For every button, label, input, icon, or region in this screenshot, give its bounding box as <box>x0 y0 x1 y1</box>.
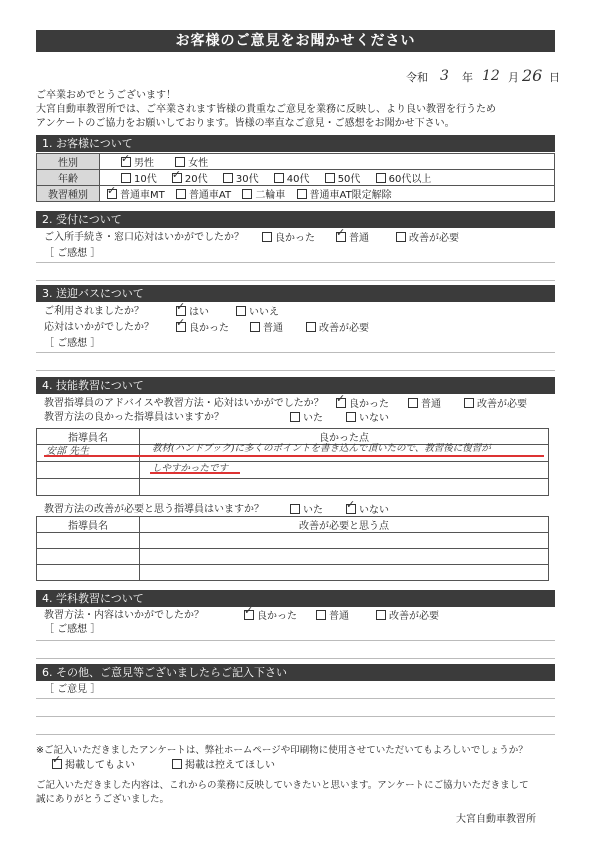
intro-line-2: 大宮自動車教習所では、ご卒業されます皆様の貴重なご意見を業務に反映し、より良い教習を行うため <box>36 104 496 115</box>
date-year-value[interactable]: 3 <box>440 68 449 84</box>
bad-name-cell-1[interactable] <box>37 533 140 549</box>
course-motorcycle[interactable]: 二輪車 <box>242 190 285 201</box>
good-instructor-table <box>36 428 549 496</box>
bad-points-cell-3[interactable] <box>140 565 549 581</box>
section1-header: 1. お客様について <box>36 135 555 152</box>
page-title: お客様のご意見をお聞かせください <box>36 30 555 52</box>
course-at[interactable]: 普通車AT <box>176 190 231 201</box>
bus-usage-no[interactable]: いいえ <box>236 306 279 319</box>
course-at-limit-release[interactable]: 普通車AT限定解除 <box>297 190 392 201</box>
good-points-cell-3[interactable] <box>140 479 549 496</box>
other-comment-label: ［ ご意見 ］ <box>44 684 101 695</box>
bad-col-name-header: 指導員名 <box>37 517 140 533</box>
consent-decline[interactable]: 掲載は控えてほしい <box>172 759 275 772</box>
classroom-comment-label: ［ ご感想 ］ <box>44 624 101 635</box>
good-points-text-2[interactable]: しやすかったです <box>152 463 229 474</box>
date-year-label: 年 <box>462 71 473 84</box>
reception-question: ご入所手続き・窓口応対はいかがでしたか？ <box>44 232 244 243</box>
other-comment-line-1[interactable] <box>36 698 555 699</box>
age-40s[interactable]: 40代 <box>274 174 310 185</box>
bad-instructor-yes[interactable]: いた <box>290 504 323 517</box>
age-50s[interactable]: 50代 <box>325 174 361 185</box>
practical-needs-improvement[interactable]: 改善が必要 <box>464 398 527 411</box>
section3-header: 3. 送迎バスについて <box>36 285 555 302</box>
date-era: 令和 <box>406 71 428 84</box>
good-instructor-name-cell-3[interactable] <box>37 479 140 496</box>
course-options <box>100 186 555 202</box>
age-20s[interactable]: ✓ 20代 <box>172 174 208 185</box>
age-30s[interactable]: 30代 <box>223 174 259 185</box>
bus-comment-line-1[interactable] <box>36 352 555 353</box>
good-instructor-question: 教習方法の良かった指導員はいますか？ <box>44 412 224 423</box>
age-60s-plus[interactable]: 60代以上 <box>376 174 432 185</box>
date-day-value[interactable]: 26 <box>522 66 543 85</box>
gender-label: 性別 <box>37 154 100 170</box>
bus-comment-label: ［ ご感想 ］ <box>44 338 101 349</box>
bad-instructor-no[interactable]: ✓ いない <box>346 504 389 517</box>
bus-service-needs-improvement[interactable]: 改善が必要 <box>306 322 369 335</box>
age-options <box>100 170 555 186</box>
good-points-text-1[interactable]: 教材(ハンドブック)に多くのポイントを書き込んで頂いたので、教習後に復習が <box>152 443 491 454</box>
practical-normal[interactable]: 普通 <box>408 398 441 411</box>
good-instructor-no[interactable]: いない <box>346 412 389 425</box>
date-month-label: 月 <box>508 71 519 84</box>
date-month-value[interactable]: 12 <box>482 68 500 84</box>
bad-name-cell-3[interactable] <box>37 565 140 581</box>
course-label: 教習種別 <box>37 186 100 202</box>
signature: 大宮自動車教習所 <box>456 814 536 825</box>
classroom-comment-line-1[interactable] <box>36 640 555 641</box>
bus-comment-line-2[interactable] <box>36 370 555 371</box>
bus-service-question: 応対はいかがでしたか？ <box>44 322 154 333</box>
course-mt[interactable]: ✓ 普通車MT <box>107 190 165 201</box>
section5-header: 4. 学科教習について <box>36 590 555 607</box>
closing-line-2: 誠にありがとうございました。 <box>36 794 170 805</box>
reception-good[interactable]: 良かった <box>262 232 315 245</box>
practical-good[interactable]: ✓ 良かった <box>336 398 389 411</box>
classroom-good[interactable]: ✓ 良かった <box>244 610 297 623</box>
age-10s[interactable]: 10代 <box>121 174 157 185</box>
bad-points-cell-2[interactable] <box>140 549 549 565</box>
section4-header: 4. 技能教習について <box>36 377 555 394</box>
consent-allow[interactable]: ✓掲載してもよい <box>52 759 135 772</box>
age-label: 年齢 <box>37 170 100 186</box>
good-col-name-header: 指導員名 <box>37 429 140 445</box>
bad-instructor-question: 教習方法の改善が必要と思う指導員はいますか？ <box>44 504 264 515</box>
bus-usage-yes[interactable]: ✓ はい <box>176 306 209 319</box>
reception-comment-line-2[interactable] <box>36 280 555 281</box>
reception-comment-label: ［ ご感想 ］ <box>44 248 101 259</box>
good-instructor-name[interactable]: 安部 先生 <box>46 446 90 457</box>
reception-needs-improvement[interactable]: 改善が必要 <box>396 232 459 245</box>
bus-usage-question: ご利用されましたか？ <box>44 306 144 317</box>
classroom-normal[interactable]: 普通 <box>316 610 349 623</box>
bus-service-normal[interactable]: 普通 <box>250 322 283 335</box>
bad-name-cell-2[interactable] <box>37 549 140 565</box>
customer-info-table <box>36 153 555 202</box>
intro-line-3: アンケートのご協力をお願いしております。皆様の率直なご意見・ご感想をお聞かせ下さい。 <box>36 118 455 129</box>
classroom-comment-line-2[interactable] <box>36 658 555 659</box>
date-day-label: 日 <box>549 71 560 84</box>
classroom-question: 教習方法・内容はいかがでしたか？ <box>44 610 204 621</box>
classroom-needs-improvement[interactable]: 改善が必要 <box>376 610 439 623</box>
gender-female[interactable]: 女性 <box>175 158 208 169</box>
bad-instructor-table <box>36 516 549 581</box>
consent-question: ※ご記入いただきましたアンケートは、弊社ホームページや印刷物に使用させていただいてもよろしいでしょうか？ <box>36 745 528 756</box>
good-instructor-yes[interactable]: いた <box>290 412 323 425</box>
reception-normal[interactable]: ✓ 普通 <box>336 232 369 245</box>
bad-col-points-header: 改善が必要と思う点 <box>140 517 549 533</box>
reception-comment-line-1[interactable] <box>36 262 555 263</box>
section6-header: 6. その他、ご意見等ございましたらご記入下さい <box>36 664 555 681</box>
good-instructor-name-cell-2[interactable] <box>37 462 140 479</box>
good-col-points-header: 良かった点 <box>140 429 549 445</box>
other-comment-line-2[interactable] <box>36 716 555 717</box>
red-underline-1 <box>44 455 544 457</box>
bus-service-good[interactable]: ✓ 良かった <box>176 322 229 335</box>
section2-header: 2. 受付について <box>36 211 555 228</box>
intro-line-1: ご卒業おめでとうございます！ <box>36 90 176 101</box>
gender-options <box>100 154 555 170</box>
other-comment-line-3[interactable] <box>36 734 555 735</box>
bad-points-cell-1[interactable] <box>140 533 549 549</box>
closing-line-1: ご記入いただきました内容は、これからの業務に反映していきたいと思います。アンケートにご協力いただきまして <box>36 780 529 791</box>
gender-male[interactable]: ✓ 男性 <box>121 158 154 169</box>
practical-instructor-question: 教習指導員のアドバイスや教習方法・応対はいかがでしたか？ <box>44 398 324 409</box>
